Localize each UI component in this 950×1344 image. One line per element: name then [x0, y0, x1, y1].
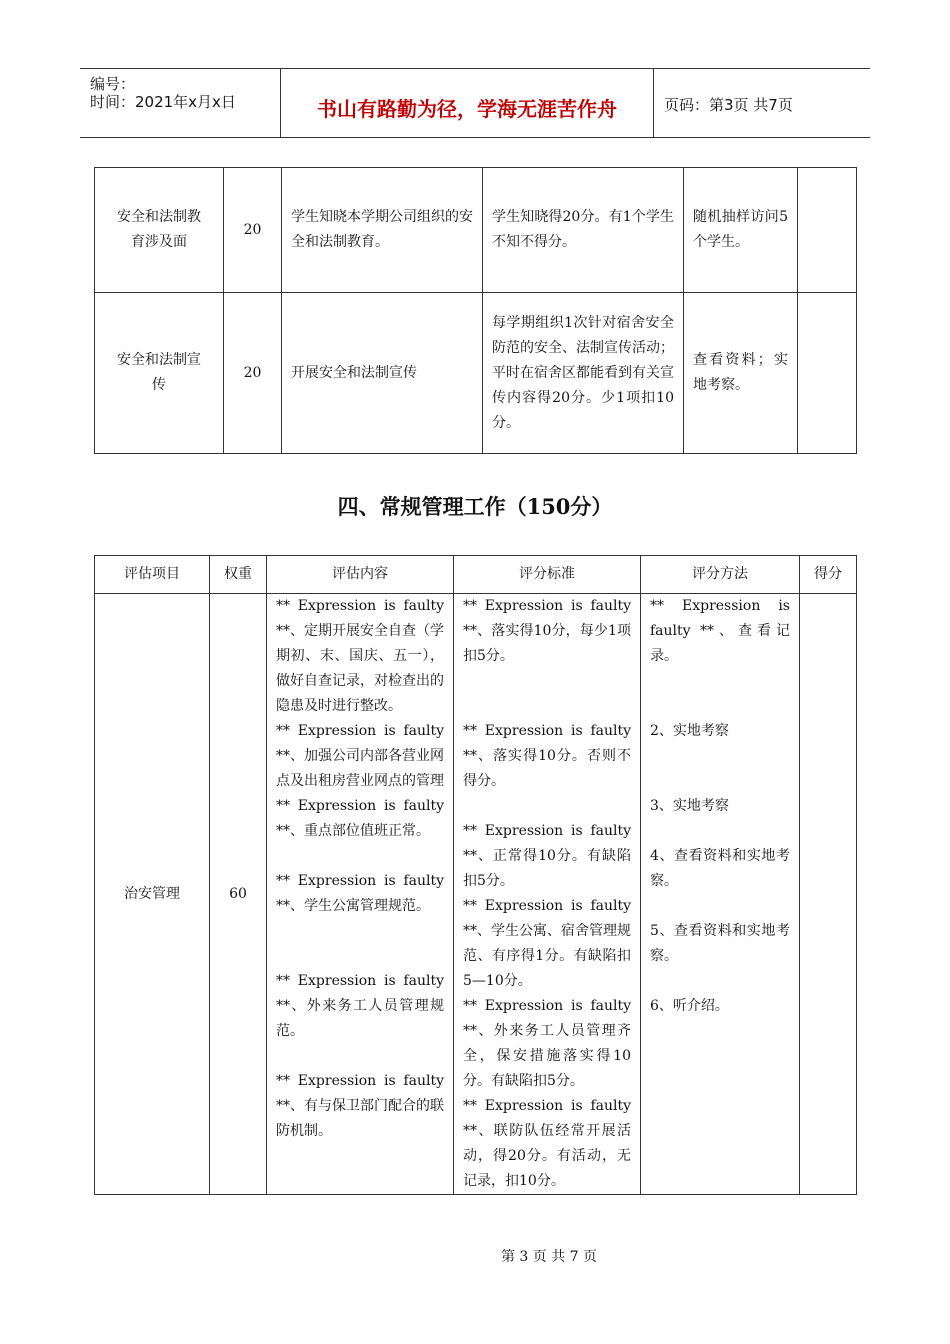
document-number: 编号：: [90, 75, 136, 93]
content-cell: [267, 594, 454, 1195]
content-item-6: ** Expression is faulty **、有与保卫部门配合的联防机制。: [276, 1073, 444, 1139]
content-cell: 开展安全和法制宣传: [282, 293, 483, 454]
standard-cell: 每学期组织1次针对宿舍安全防范的安全、法制宣传活动；平时在宿舍区都能看到有关宣传内容得20分。少1项扣10分。: [483, 293, 684, 454]
method-item-1: ** Expression is faulty **、查看记录。: [650, 598, 790, 664]
method-cell: 随机抽样访问5个学生。: [684, 168, 798, 293]
weight-cell: 20: [224, 168, 282, 293]
method-cell: [641, 594, 800, 1195]
page-header: [80, 68, 870, 138]
header-middle-cell: [281, 69, 654, 137]
standard-item-4: ** Expression is faulty **、学生公寓、宿舍管理规范、有序得1分。有缺陷扣5—10分。: [463, 898, 631, 989]
standard-item-6: ** Expression is faulty **、联防队伍经常开展活动，得20分。有活动，无记录，扣10分。: [463, 1098, 631, 1189]
method-item-3: 3、实地考察: [650, 798, 729, 814]
page-footer: [0, 1246, 950, 1266]
header-standard: 评分标准: [454, 556, 641, 594]
score-cell: [798, 168, 857, 293]
item-cell: 安全和法制教育涉及面: [95, 168, 224, 293]
content-item-4: ** Expression is faulty **、学生公寓管理规范。: [276, 873, 444, 914]
table-header-row: [95, 556, 857, 594]
standard-item-2: ** Expression is faulty **、落实得10分。否则不得分。: [463, 723, 631, 789]
header-page-info: 页码：第3页 共7页: [664, 96, 793, 114]
header-score: 得分: [800, 556, 857, 594]
document-time: 时间：2021年x月x日: [90, 93, 236, 111]
table-row: [95, 168, 857, 293]
item-cell: 治安管理: [95, 594, 210, 1195]
routine-management-table: [94, 555, 857, 1195]
weight-cell: 60: [210, 594, 267, 1195]
method-item-2: 2、实地考察: [650, 723, 729, 739]
evaluation-table-continued: [94, 167, 857, 454]
standard-item-3: ** Expression is faulty **、正常得10分。有缺陷扣5分。: [463, 823, 631, 889]
method-cell: 查看资料；实地考察。: [684, 293, 798, 454]
score-cell: [800, 594, 857, 1195]
header-right-cell: [654, 69, 870, 137]
standard-item-5: ** Expression is faulty **、外来务工人员管理齐全，保安措施落实得10分。有缺陷扣5分。: [463, 998, 631, 1089]
standard-cell: [454, 594, 641, 1195]
content-item-2: ** Expression is faulty **、加强公司内部各营业网点及出租房营业网点的管理: [276, 723, 444, 789]
table-row: [95, 293, 857, 454]
content-item-1: ** Expression is faulty **、定期开展安全自查（学期初、末、国庆、五一），做好自查记录，对检查出的隐患及时进行整改。: [276, 598, 444, 714]
table-row: [95, 594, 857, 1195]
content-item-5: ** Expression is faulty **、外来务工人员管理规范。: [276, 973, 444, 1039]
header-method: 评分方法: [641, 556, 800, 594]
section-title: 四、常规管理工作（150分）: [337, 494, 613, 519]
method-item-4: 4、查看资料和实地考察。: [650, 848, 790, 889]
score-cell: [798, 293, 857, 454]
weight-cell: 20: [224, 293, 282, 454]
standard-item-1: ** Expression is faulty **、落实得10分，每少1项扣5分。: [463, 598, 631, 664]
method-item-6: 6、听介绍。: [650, 998, 729, 1014]
header-motto: 书山有路勤为径，学海无涯苦作舟: [317, 97, 617, 121]
footer-page-number: 第 3 页 共 7 页: [500, 1249, 598, 1265]
content-cell: 学生知晓本学期公司组织的安全和法制教育。: [282, 168, 483, 293]
item-cell: 安全和法制宣传: [95, 293, 224, 454]
standard-cell: 学生知晓得20分。有1个学生不知不得分。: [483, 168, 684, 293]
header-item: 评估项目: [95, 556, 210, 594]
header-left-cell: [80, 69, 281, 137]
header-weight: 权重: [210, 556, 267, 594]
header-content: 评估内容: [267, 556, 454, 594]
method-item-5: 5、查看资料和实地考察。: [650, 923, 790, 964]
content-item-3: ** Expression is faulty **、重点部位值班正常。: [276, 798, 444, 839]
